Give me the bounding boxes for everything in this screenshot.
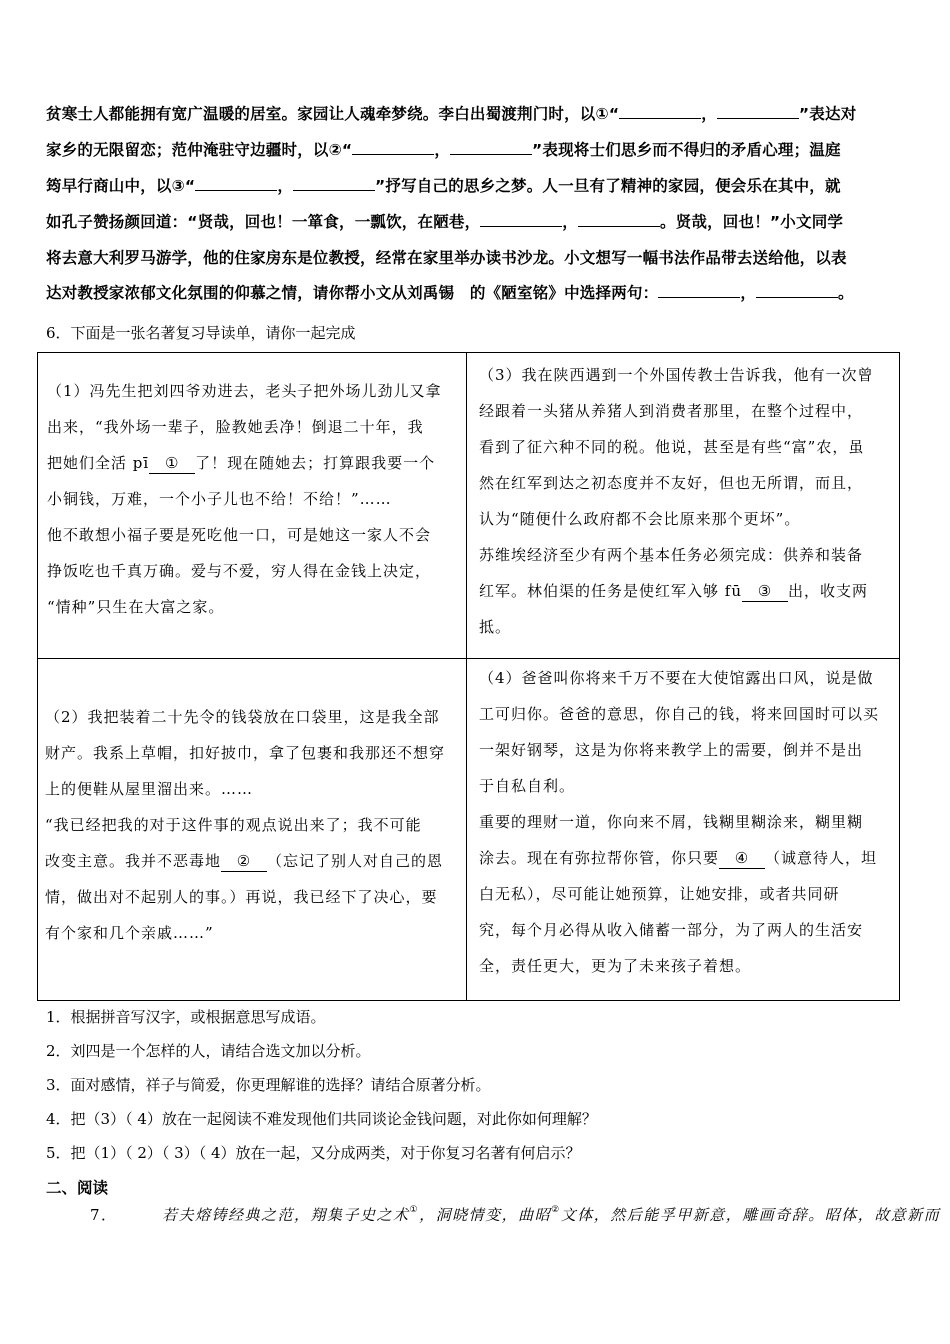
question-item: 2．刘四是一个怎样的人，请结合选文加以分析。 [46, 1042, 371, 1060]
excerpt-text: 抵。 [479, 618, 512, 636]
excerpt-3-cell [467, 353, 899, 645]
question-6-intro: 6．下面是一张名著复习导读单，请你一起完成 [46, 324, 356, 342]
passage-text: 将去意大利罗马游学，他的住家房东是位教授，经常在家里举办读书沙龙。小文想写一幅书法作品带去送给他，以表 [46, 249, 847, 267]
excerpt-line [479, 912, 895, 948]
excerpt-text: 全，责任更大，更为了未来孩子着想。 [479, 957, 752, 975]
question-number: 7． [90, 1206, 118, 1224]
excerpt-line [479, 768, 895, 804]
excerpt-text: 了！现在随她去；打算跟我要一个 [195, 454, 436, 472]
excerpt-line [47, 553, 458, 589]
passage-line [46, 132, 906, 168]
excerpt-text: 白无私），尽可能让她预算，让她安排，或者共同研 [479, 885, 840, 903]
excerpt-text: （2）我把装着二十先令的钱袋放在口袋里，这是我全部 [45, 708, 440, 726]
excerpt-line [47, 409, 458, 445]
excerpt-text: （忘记了别人对自己的恩 [267, 852, 444, 870]
excerpt-line [479, 876, 895, 912]
answer-underline-marker[interactable]: ③ [742, 581, 788, 602]
passage-text: ”表达对 [798, 105, 857, 123]
excerpt-line [479, 501, 895, 537]
answer-blank[interactable] [717, 104, 799, 119]
excerpt-line [479, 429, 895, 465]
passage-text: 贫寒士人都能拥有宽广温暖的居室。家园让人魂牵梦绕。李白出蜀渡荆门时，以①“ [46, 105, 620, 123]
question-item: 5．把（1）（ 2）（ 3）（ 4）放在一起，又分成两类，对于你复习名著有何启示？ [46, 1144, 581, 1162]
excerpt-line [479, 357, 895, 393]
answer-blank[interactable] [658, 283, 740, 298]
excerpt-text: 红军。林伯渠的任务是使红军入够 fū [479, 582, 742, 600]
excerpt-text: 上的便鞋从屋里溜出来。…… [45, 780, 254, 798]
excerpt-1-cell [38, 353, 466, 625]
excerpt-line [479, 948, 895, 984]
footnote-marker: ① [409, 1205, 420, 1215]
answer-underline-marker[interactable]: ④ [719, 848, 765, 869]
passage-text: ， [701, 105, 717, 123]
question-list [46, 1000, 597, 1170]
reading-guide-table [37, 352, 900, 1001]
excerpt-line [479, 393, 895, 429]
excerpt-text: 经跟着一头猪从养猪人到消费者那里，在整个过程中， [479, 402, 864, 420]
excerpt-line [45, 843, 462, 879]
passage-text: ， [562, 213, 578, 231]
excerpt-text: 一架好钢琴，这是为你将来教学上的需要，倒并不是出 [479, 741, 864, 759]
question-item: 3．面对感情，祥子与简爱，你更理解谁的选择？请结合原著分析。 [46, 1076, 491, 1094]
answer-blank[interactable] [450, 140, 532, 155]
passage-line [46, 240, 906, 276]
excerpt-line [45, 735, 462, 771]
passage-text: 。贤哉，回也！”小文同学 [660, 213, 844, 231]
excerpt-line [45, 699, 462, 735]
excerpt-line [45, 879, 462, 915]
excerpt-line [479, 660, 895, 696]
excerpt-4-cell [467, 659, 899, 984]
excerpt-text: 小铜钱，万难，一个小子儿也不给！不给！”…… [47, 490, 392, 508]
passage-text: ”抒写自己的思乡之梦。人一旦有了精神的家园，便会乐在其中，就 [375, 177, 841, 195]
excerpt-text: 苏维埃经济至少有两个基本任务必须完成：供养和装备 [479, 546, 864, 564]
answer-blank[interactable] [195, 176, 277, 191]
excerpt-text: 涂去。现在有弥拉帮你管，你只要 [479, 849, 720, 867]
excerpt-text: 究，每个月必得从收入储蓄一部分，为了两人的生活安 [479, 921, 864, 939]
excerpt-text: 财产。我系上草帽，扣好披巾，拿了包裹和我那还不想穿 [45, 744, 446, 762]
excerpt-line [47, 481, 458, 517]
q7-text-part: 若夫熔铸经典之范，翔集子史之术 [162, 1206, 410, 1224]
excerpt-text: （1）冯先生把刘四爷劝进去，老头子把外场儿劲儿又拿 [47, 382, 442, 400]
excerpt-text: 出来，“我外场一辈子，脸教她丢净！倒退二十年，我 [47, 418, 424, 436]
passage-text: ， [277, 177, 294, 195]
excerpt-text: 他不敢想小福子要是死吃他一口，可是她这一家人不会 [47, 526, 432, 544]
passage-text: 筠早行商山中，以③“ [46, 177, 196, 195]
excerpt-text: 然在红军到达之初态度并不友好，但也无所谓，而且， [479, 474, 864, 492]
passage-line [46, 204, 906, 240]
excerpt-text: （诚意待人，坦 [765, 849, 878, 867]
excerpt-text: 有个家和几个亲戚……” [45, 924, 214, 942]
answer-blank[interactable] [352, 140, 434, 155]
passage-text: 达对教授家浓郁文化氛围的仰慕之情，请你帮小文从刘禹锡 的《陋室铭》中选择两句： [46, 284, 659, 302]
excerpt-line [45, 771, 462, 807]
passage-text: 。 [838, 284, 854, 302]
excerpt-line [45, 807, 462, 843]
answer-blank[interactable] [578, 212, 660, 227]
passage-line [46, 276, 906, 310]
section-heading: 二、阅读 [46, 1179, 109, 1197]
excerpt-text: 认为“随便什么政府都不会比原来那个更坏”。 [479, 510, 801, 528]
excerpt-text: 改变主意。我并不恶毒地 [45, 852, 222, 870]
excerpt-text: （4）爸爸叫你将来千万不要在大使馆露出口风，说是做 [479, 669, 874, 687]
answer-blank[interactable] [293, 176, 375, 191]
answer-underline-marker[interactable]: ② [221, 851, 267, 872]
excerpt-line [479, 537, 895, 573]
excerpt-text: “我已经把我的对于这件事的观点说出来了；我不可能 [45, 816, 422, 834]
passage-line [46, 96, 906, 132]
excerpt-text: “情种”只生在大富之家。 [47, 598, 225, 616]
question-7-text [46, 1202, 941, 1228]
excerpt-line [479, 696, 895, 732]
excerpt-text: 把她们全活 pī [47, 454, 150, 472]
excerpt-line [45, 915, 462, 951]
passage-line [46, 168, 906, 204]
excerpt-text: 挣饭吃也千真万确。爱与不爱，穷人得在金钱上决定， [47, 562, 432, 580]
excerpt-line [479, 609, 895, 645]
excerpt-line [479, 465, 895, 501]
q7-text-part: ，洞晓情变，曲昭 [419, 1206, 552, 1224]
excerpt-text: 工可归你。爸爸的意思，你自己的钱，将来回国时可以买 [479, 705, 880, 723]
answer-blank[interactable] [756, 283, 838, 298]
passage-text: ， [740, 284, 757, 302]
passage-text: ， [434, 141, 451, 159]
passage-text: ”表现将士们思乡而不得归的矛盾心理；温庭 [532, 141, 841, 159]
question-item: 4．把（3）（ 4）放在一起阅读不难发现他们共同谈论金钱问题，对此你如何理解？ [46, 1110, 597, 1128]
excerpt-text: 重要的理财一道，你向来不屑，钱糊里糊涂来，糊里糊 [479, 813, 864, 831]
excerpt-text: 于自私自利。 [479, 777, 576, 795]
excerpt-line [479, 804, 895, 840]
excerpt-text: 情，做出对不起别人的事。）再说，我已经下了决心，要 [45, 888, 438, 906]
excerpt-text: 看到了征六种不同的税。他说，甚至是有些“富”农，虽 [479, 438, 865, 456]
excerpt-line [479, 840, 895, 876]
excerpt-line [479, 732, 895, 768]
answer-blank[interactable] [619, 104, 701, 119]
answer-underline-marker[interactable]: ① [149, 453, 195, 474]
excerpt-line [47, 373, 458, 409]
excerpt-2-cell [38, 659, 466, 951]
excerpt-text: 出，收支两 [787, 582, 868, 600]
passage-text: 家乡的无限留恋；范仲淹驻守边疆时，以②“ [46, 141, 353, 159]
answer-blank[interactable] [480, 212, 562, 227]
passage-text: 如孔子赞扬颜回道：“贤哉，回也！一箪食，一瓢饮，在陋巷， [46, 213, 481, 231]
footnote-marker: ② [551, 1205, 561, 1215]
excerpt-line [479, 573, 895, 609]
q7-text-part: 文体，然后能孚甲新意，雕画奇辞。昭体，故意新而 [560, 1206, 941, 1224]
excerpt-line [47, 589, 458, 625]
fill-in-passage [46, 96, 906, 310]
excerpt-line [47, 517, 458, 553]
question-item: 1．根据拼音写汉字，或根据意思写成语。 [46, 1008, 326, 1026]
excerpt-text: （3）我在陕西遇到一个外国传教士告诉我，他有一次曾 [479, 366, 874, 384]
excerpt-line [47, 445, 458, 481]
